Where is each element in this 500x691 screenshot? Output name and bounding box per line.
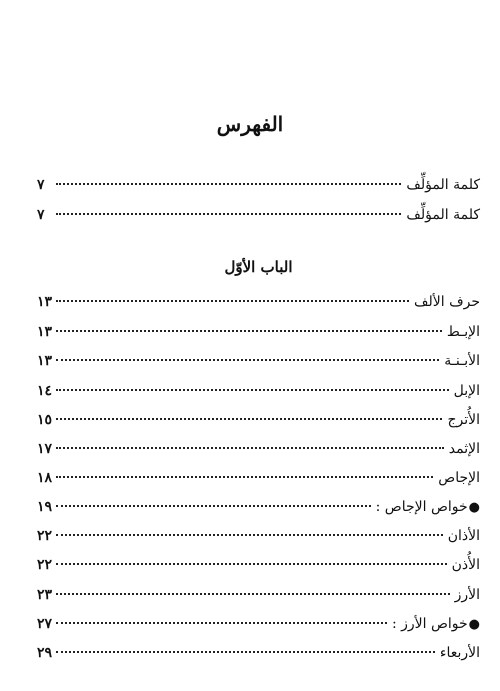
dot-leader [56,651,435,653]
page-number: ١٩ [37,499,53,515]
dot-leader [56,476,433,478]
dot-leader [56,213,401,215]
dot-leader [56,563,447,565]
toc-entry[interactable] [37,436,480,462]
toc-entry[interactable] [37,289,480,315]
dot-leader [56,418,442,420]
dot-leader [56,389,449,391]
entry-label: خواص الإجاص : [375,499,468,515]
entry-label: الأربعاء [439,645,480,661]
dot-leader [56,593,450,595]
page-number: ١٣ [37,324,53,340]
dot-leader [56,534,443,536]
entry-label: الإجاص [438,470,480,486]
entry-label: الأرز [454,587,480,603]
toc-entry-subitem[interactable] [37,494,480,520]
page-number: ١٧ [37,441,53,457]
toc-entry[interactable] [37,407,480,433]
bullet-icon: ● [468,617,480,632]
toc-entry[interactable] [37,552,480,578]
page-title: الفهرس [216,112,284,136]
dot-leader [56,183,401,185]
section-heading: الباب الأوّل [224,258,293,276]
dot-leader [56,505,371,507]
toc-entry[interactable] [37,348,480,374]
toc-entry-subitem[interactable] [37,611,480,637]
page-number: ٧ [37,207,45,223]
page-number: ١٣ [37,353,53,369]
entry-label: الأُذن [451,557,480,573]
toc-entry[interactable] [37,523,480,549]
entry-label: الأبـنـة [444,353,480,369]
page-number: ٧ [37,177,45,193]
entry-label: الأُترج [447,412,480,428]
page-number: ٢٩ [37,645,53,661]
page-number: ٢٢ [37,528,53,544]
entry-label: كلمة المؤلِّف [406,177,480,193]
page-number: ١٨ [37,470,53,486]
table-of-contents [37,0,480,691]
toc-entry[interactable] [37,640,480,666]
toc-entry-intro-1[interactable] [37,172,480,198]
entry-label: الإبـط [446,324,480,340]
dot-leader [56,330,442,332]
entry-label: كلمة المؤلِّف [406,207,480,223]
entry-label: حرف الألف [414,294,480,310]
entry-label: خواص الأرز : [391,616,468,632]
dot-leader [56,300,409,302]
toc-entry[interactable] [37,465,480,491]
page-number: ٢٢ [37,557,53,573]
page-number: ١٤ [37,383,53,399]
dot-leader [56,447,444,449]
dot-leader [56,622,387,624]
page-number: ٢٧ [37,616,53,632]
entry-label: الإبل [453,383,480,399]
bullet-icon: ● [468,500,480,515]
toc-entry-intro-2[interactable] [37,202,480,228]
dot-leader [56,359,439,361]
entry-label: الأذان [447,528,480,544]
page-number: ١٥ [37,412,53,428]
toc-entry[interactable] [37,319,480,345]
entry-label: الإثمد [448,441,480,457]
toc-entry[interactable] [37,582,480,608]
page-number: ٢٣ [37,587,53,603]
toc-entry[interactable] [37,378,480,404]
page-number: ١٣ [37,294,53,310]
